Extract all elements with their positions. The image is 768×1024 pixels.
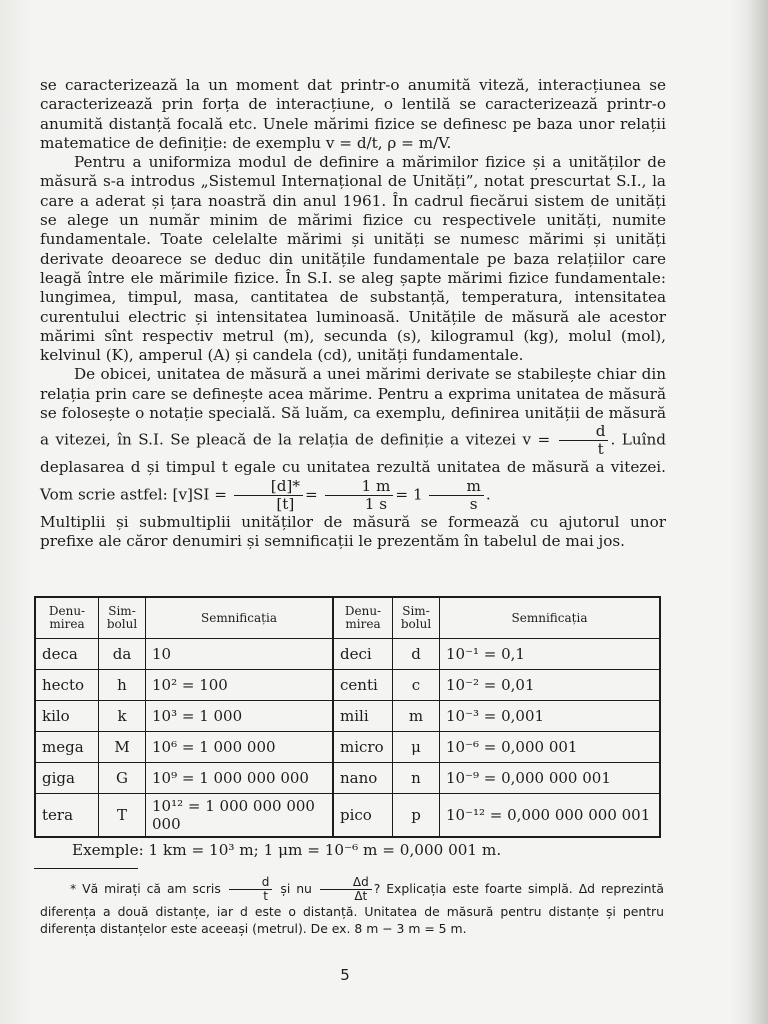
paragraph-2: Pentru a uniformiza modul de definire a mărimilor fizice și a unităților de măsură s-a introdus „Sistemul Internațional de Unități”, notat prescurtat S.I., la care a aderat și țara noastră din anul 1961. În cadrul fiecărui sistem de unități se alege un număr minim de mărimi fizice cu respectivele unități, numite fundamentale. Toate celelalte mărimi și unități se numesc mărimi și unități derivate deoarece se deduc din unitățile fundamentale pe baza relațiilor care leagă între ele mărimile fizice. În S.I. se aleg șapte mărimi fizice fundamentale: lungimea, timpul, masa, cantitatea de substanță, temperatura, intensitatea curentului electric și intensitatea luminoasă. Unitățile de măsură ale acestor mărimi sînt respectiv metrul (m), secunda (s), kilogramul (kg), molul (mol), kelvinul (K), amperul (A) și candela (cd), unități fundamentale. — [40, 153, 666, 365]
footnote-fraction-delta — [320, 876, 372, 903]
prefix-meaning: 10⁻³ = 0,001 — [440, 701, 661, 732]
footnote — [40, 876, 664, 937]
header-name-2: Denu- mirea — [333, 597, 393, 639]
prefix-symbol: n — [393, 763, 440, 794]
footnote-part-a: * Vă mirați că am scris — [70, 881, 221, 896]
prefix-meaning: 10⁻¹ = 0,1 — [440, 639, 661, 670]
fraction-denominator: 1 s — [364, 494, 388, 513]
prefix-symbol: c — [393, 670, 440, 701]
prefix-symbol: G — [99, 763, 146, 794]
prefix-meaning: 10⁻¹² = 0,000 000 000 001 — [440, 794, 661, 838]
prefix-symbol: T — [99, 794, 146, 838]
footnote-part-c: ? Explicația este foarte simplă. Δd reprezintă diferența a două distanțe, iar d este o distanță. Unitatea de măsură pentru distanțe și pentru diferența distanțelor este aceeași (metrul). De ex. 8 m − 3 m = 5 m. — [40, 881, 664, 936]
prefix-meaning: 10⁶ = 1 000 000 — [146, 732, 334, 763]
prefix-meaning: 10⁹ = 1 000 000 000 — [146, 763, 334, 794]
prefix-meaning: 10³ = 1 000 — [146, 701, 334, 732]
header-symbol-2: Sim- bolul — [393, 597, 440, 639]
prefix-symbol: da — [99, 639, 146, 670]
fraction-m-over-s — [429, 478, 483, 513]
period: . — [485, 485, 491, 504]
prefix-symbol: M — [99, 732, 146, 763]
fraction-numerator: 1 m — [325, 478, 394, 496]
prefix-meaning: 10¹² = 1 000 000 000 000 — [146, 794, 334, 838]
paragraph-4: Multiplii și submultiplii unităților de măsură se formează cu ajutorul unor prefixe ale căror denumiri și semnificații le prezentăm în tabelul de mai jos. — [40, 512, 666, 550]
prefix-name: deca — [35, 639, 99, 670]
prefix-meaning: 10² = 100 — [146, 670, 334, 701]
fraction-numerator: Δd — [320, 876, 372, 890]
footnote-part-b: și nu — [280, 881, 312, 896]
header-meaning-2: Semnificația — [440, 597, 661, 639]
table-body — [35, 639, 660, 838]
prefix-name: mega — [35, 732, 99, 763]
footnote-fraction-d-t — [229, 876, 273, 903]
page-spine-shadow — [748, 0, 768, 1024]
table-row — [35, 763, 660, 794]
paragraph-1: se caracterizează la un moment dat printr-o anumită viteză, interacțiunea se caracterizează prin forța de interacțiune, o lentilă se caracterizează printr-o anumită distanță focală etc. Unele mărimi fizice se definesc pe baza unor relații matematice de definiție: de exemplu v = d/t, ρ = m/V. — [40, 76, 666, 152]
fraction-denominator: s — [469, 494, 478, 513]
table-row — [35, 639, 660, 670]
footnote-rule — [34, 868, 138, 869]
fraction-1m-over-1s — [325, 478, 394, 513]
table-header-row — [35, 597, 660, 639]
prefix-meaning: 10⁻² = 0,01 — [440, 670, 661, 701]
prefix-symbol: p — [393, 794, 440, 838]
fraction-numerator: d — [229, 876, 273, 890]
prefix-name: nano — [333, 763, 393, 794]
prefix-name: giga — [35, 763, 99, 794]
prefix-name: kilo — [35, 701, 99, 732]
prefix-name: pico — [333, 794, 393, 838]
paragraph-3 — [40, 365, 666, 512]
equals-sign: = — [304, 485, 318, 504]
prefix-name: deci — [333, 639, 393, 670]
footnote-text — [40, 876, 664, 937]
fraction-numerator: [d]* — [234, 478, 303, 496]
equals-one: = 1 — [395, 485, 423, 504]
prefix-symbol: μ — [393, 732, 440, 763]
paragraph-3-part-b: . Luînd deplasarea d și timpul t egale cu unitatea rezultă unitatea de măsură a vitezei. Vom scrie astfel: [v]SI = — [40, 430, 667, 504]
fraction-denominator: t — [597, 440, 604, 459]
fraction-d-over-t — [559, 423, 609, 458]
fraction-numerator: d — [559, 423, 609, 441]
fraction-units — [234, 478, 303, 513]
prefix-meaning: 10⁻⁶ = 0,000 001 — [440, 732, 661, 763]
table-row — [35, 670, 660, 701]
prefix-table — [34, 596, 661, 838]
prefix-symbol: d — [393, 639, 440, 670]
prefix-name: hecto — [35, 670, 99, 701]
prefix-name: tera — [35, 794, 99, 838]
prefix-name: centi — [333, 670, 393, 701]
table-row — [35, 701, 660, 732]
fraction-denominator: t — [263, 889, 268, 903]
body-text — [40, 76, 666, 551]
prefix-name: micro — [333, 732, 393, 763]
fraction-denominator: Δt — [354, 889, 368, 903]
prefix-meaning: 10⁻⁹ = 0,000 000 001 — [440, 763, 661, 794]
prefix-symbol: k — [99, 701, 146, 732]
prefix-meaning: 10 — [146, 639, 334, 670]
header-meaning-1: Semnificația — [146, 597, 334, 639]
example-line: Exemple: 1 km = 10³ m; 1 μm = 10⁻⁶ m = 0,000 001 m. — [72, 841, 502, 859]
prefix-symbol: h — [99, 670, 146, 701]
fraction-numerator: m — [429, 478, 483, 496]
prefix-name: mili — [333, 701, 393, 732]
paragraph-3-part-a: De obicei, unitatea de măsură a unei mărimi derivate se stabilește chiar din relația prin care se definește acea mărime. Pentru a exprima unitatea de măsură se folosește o notație specială. Să luăm, ca exemplu, definirea unității de măsură a vitezei, în S.I. Se pleacă de la relația de definiție a vitezei v = — [40, 365, 666, 449]
header-name-1: Denu- mirea — [35, 597, 99, 639]
table-row — [35, 732, 660, 763]
prefix-symbol: m — [393, 701, 440, 732]
page-number: 5 — [340, 966, 350, 984]
header-symbol-1: Sim- bolul — [99, 597, 146, 639]
table-row — [35, 794, 660, 838]
fraction-denominator: [t] — [276, 494, 295, 513]
